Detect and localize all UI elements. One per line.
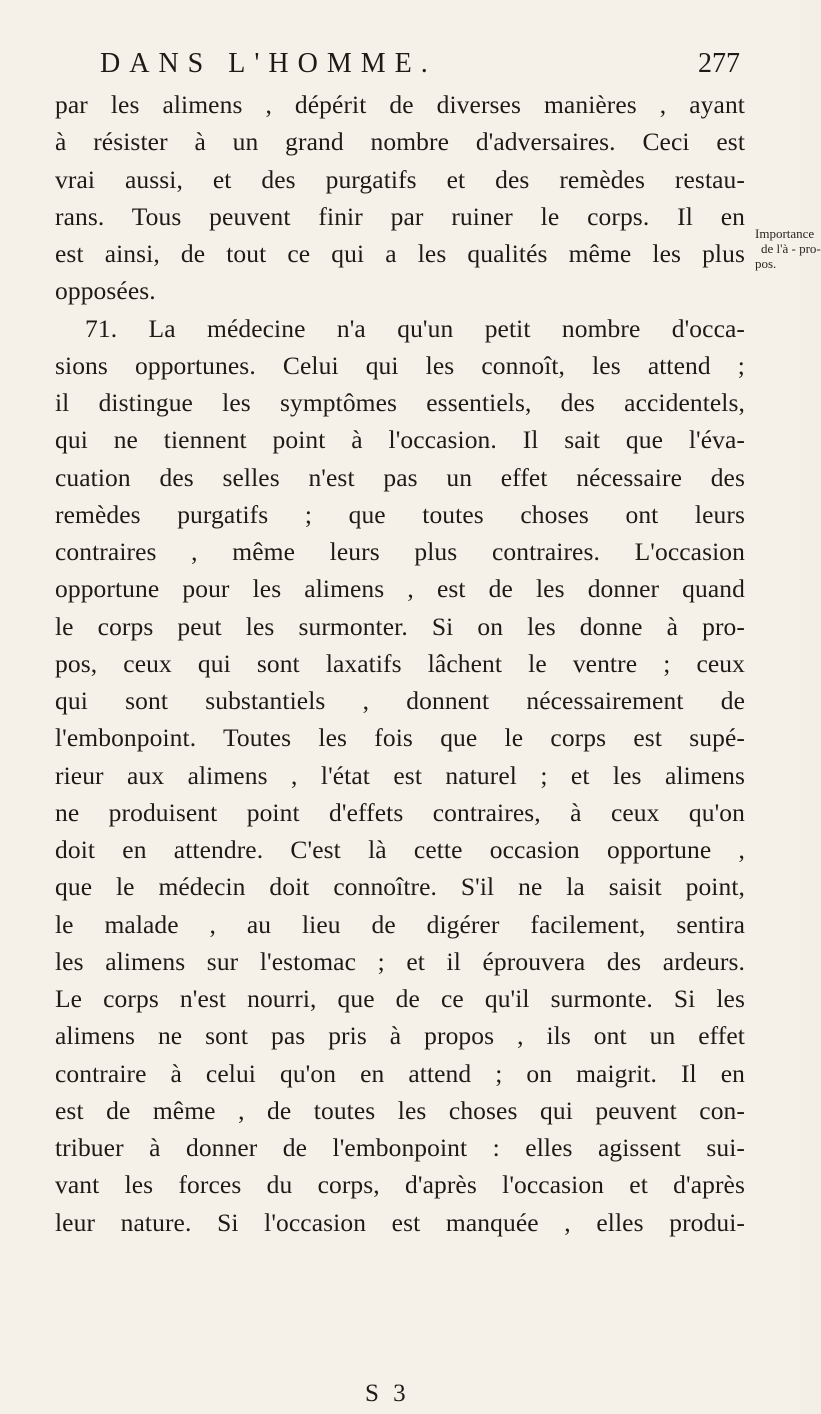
text-line: leur nature. Si l'occasion est manquée , elles produi- <box>55 1207 745 1237</box>
text-line: le corps peut les surmonter. Si on les donne à pro- <box>55 611 745 641</box>
signature-mark: S 3 <box>365 1380 410 1407</box>
running-title: DANS L'HOMME. <box>100 48 437 79</box>
text-line: pos, ceux qui sont laxatifs lâchent le ventre ; ceux <box>55 648 745 678</box>
text-line: par les alimens , dépérit de diverses manières , ayant <box>55 90 745 119</box>
text-line: il distingue les symptômes essentiels, des accidentels, <box>55 388 745 417</box>
text-line: vant les forces du corps, d'après l'occasion et d'après <box>55 1170 745 1200</box>
text-line: contraire à celui qu'on en attend ; on maigrit. Il en <box>55 1058 745 1088</box>
text-line: doit en attendre. C'est là cette occasion opportune , <box>55 835 745 864</box>
body-text <box>55 86 745 1241</box>
text-line: cuation des selles n'est pas un effet nécessaire des <box>55 462 745 492</box>
text-line: est ainsi, de tout ce qui a les qualités même les plus <box>55 239 745 268</box>
text-line: que le médecin doit connoître. S'il ne la saisit point, <box>55 872 745 902</box>
text-line: rieur aux alimens , l'état est naturel ; et les alimens <box>55 760 745 790</box>
margin-note-line: Importance <box>755 226 815 241</box>
text-line: 71. La médecine n'a qu'un petit nombre d'occa- <box>85 313 745 343</box>
page-number: 277 <box>698 48 740 79</box>
margin-note-line: de l'à - pro- <box>761 241 821 256</box>
text-line: remèdes purgatifs ; que toutes choses ont leurs <box>55 499 745 529</box>
margin-note <box>755 226 821 271</box>
running-head <box>100 48 740 88</box>
text-line: rans. Tous peuvent finir par ruiner le corps. Il en <box>55 201 745 231</box>
text-line: les alimens sur l'estomac ; et il éprouvera des ardeurs. <box>55 946 745 976</box>
text-line: tribuer à donner de l'embonpoint : elles agissent sui- <box>55 1133 745 1162</box>
text-line: qui sont substantiels , donnent nécessairement de <box>55 686 745 715</box>
text-line: qui ne tiennent point à l'occasion. Il sait que l'éva- <box>55 425 745 455</box>
text-line: est de même , de toutes les choses qui peuvent con- <box>55 1095 745 1125</box>
text-line: à résister à un grand nombre d'adversaires. Ceci est <box>55 127 745 157</box>
text-line: l'embonpoint. Toutes les fois que le corps est supé- <box>55 723 745 753</box>
text-line: ne produisent point d'effets contraires, à ceux qu'on <box>55 797 745 827</box>
text-line: sions opportunes. Celui qui les connoît, les attend ; <box>55 350 745 380</box>
margin-note-line: pos. <box>755 256 777 271</box>
text-line: alimens ne sont pas pris à propos , ils ont un effet <box>55 1021 745 1051</box>
text-line: contraires , même leurs plus contraires. L'occasion <box>55 537 745 566</box>
text-line: Le corps n'est nourri, que de ce qu'il surmonte. Si les <box>55 984 745 1013</box>
text-line: vrai aussi, et des purgatifs et des remèdes restau- <box>55 164 745 194</box>
text-line: opposées. <box>55 276 156 306</box>
text-line: le malade , au lieu de digérer facilement, sentira <box>55 909 745 939</box>
text-line: opportune pour les alimens , est de les donner quand <box>55 574 745 604</box>
